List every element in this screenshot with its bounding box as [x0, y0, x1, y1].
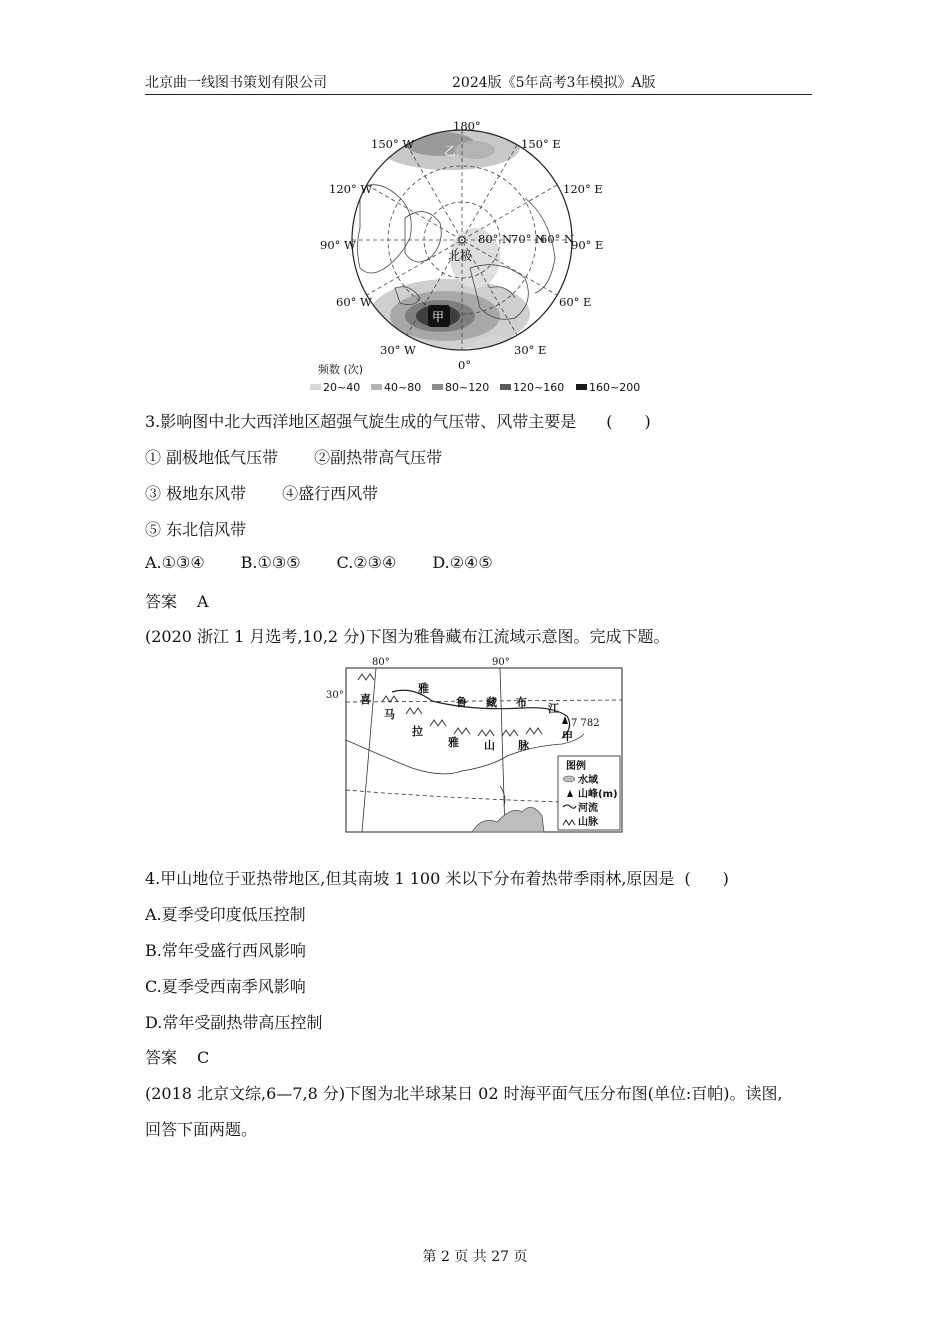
svg-text:70° N: 70° N — [511, 232, 546, 246]
svg-text:60° W: 60° W — [336, 295, 372, 309]
svg-text:30° E: 30° E — [514, 343, 547, 357]
svg-text:30°: 30° — [326, 690, 344, 701]
svg-text:图例: 图例 — [566, 761, 586, 772]
svg-text:90° W: 90° W — [320, 238, 356, 252]
page-header — [145, 72, 812, 95]
svg-text:山脉: 山脉 — [578, 817, 598, 828]
q3-options-row3: ⑤ 东北信风带 — [145, 520, 247, 539]
svg-text:河流: 河流 — [578, 803, 598, 814]
himalaya-char: 雅 — [448, 736, 459, 749]
q3-choices: A.①③④ B.①③⑤ C.②③④ D.②④⑤ — [145, 553, 493, 572]
svg-text:水域: 水域 — [578, 775, 598, 786]
q4-stem: 4.甲山地位于亚热带地区,但其南坡 1 100 米以下分布着热带季雨林,原因是 ( ) — [145, 869, 729, 888]
publisher: 北京曲一线图书策划有限公司 — [145, 75, 327, 91]
book-title: 2024版《5年高考3年模拟》A版 — [452, 75, 656, 91]
svg-text:0°: 0° — [458, 358, 472, 372]
q3-stem: 3.影响图中北大西洋地区超强气旋生成的气压带、风带主要是 ( ) — [145, 412, 651, 431]
river-char: 雅 — [418, 682, 429, 695]
svg-text:7 782: 7 782 — [571, 718, 600, 729]
svg-text:120° W: 120° W — [329, 182, 373, 196]
q4-option-a: A.夏季受印度低压控制 — [145, 905, 306, 924]
polar-cyclone-map — [300, 118, 650, 400]
svg-text:60° E: 60° E — [559, 295, 592, 309]
river-char: 布 — [516, 696, 527, 709]
q4-option-c: C.夏季受西南季风影响 — [145, 977, 306, 996]
intro-next-a: (2018 北京文综,6—7,8 分)下图为北半球某日 02 时海平面气压分布图(单位:百帕)。读图, — [145, 1084, 783, 1103]
river-char: 江 — [548, 702, 559, 715]
himalaya-char: 喜 — [360, 693, 371, 706]
q3-options-row2: ③ 极地东风带 ④盛行西风带 — [145, 484, 379, 503]
legend-title: 频数 (次) — [318, 363, 364, 376]
svg-text:90° E: 90° E — [571, 238, 604, 252]
himalaya-char: 脉 — [518, 739, 529, 752]
svg-text:80° N: 80° N — [478, 232, 513, 246]
svg-text:150° E: 150° E — [521, 137, 561, 151]
legend-item: 40~80 — [384, 381, 422, 394]
q4-answer: 答案 C — [145, 1048, 210, 1067]
jia-label: 甲 — [562, 730, 573, 743]
q3-answer: 答案 A — [145, 592, 209, 611]
himalaya-char: 拉 — [412, 725, 423, 738]
intro-q4: (2020 浙江 1 月选考,10,2 分)下图为雅鲁藏布江流域示意图。完成下题。 — [145, 627, 670, 646]
q4-option-d: D.常年受副热带高压控制 — [145, 1013, 323, 1032]
himalaya-char: 马 — [384, 708, 395, 721]
svg-text:120° E: 120° E — [563, 182, 603, 196]
river-char: 藏 — [486, 696, 497, 709]
svg-text:180°: 180° — [453, 119, 481, 133]
himalaya-char: 山 — [484, 739, 495, 752]
q3-options-row1: ① 副极地低气压带 ②副热带高气压带 — [145, 448, 443, 467]
river-char: 鲁 — [456, 696, 467, 709]
intro-next-b: 回答下面两题。 — [145, 1120, 258, 1139]
svg-text:90°: 90° — [492, 657, 510, 668]
pole-label: 北极 — [448, 249, 473, 263]
svg-text:150° W: 150° W — [371, 137, 415, 151]
svg-text:60° N: 60° N — [540, 232, 575, 246]
jia-label: 甲 — [432, 310, 445, 324]
legend-item: 120~160 — [513, 381, 565, 394]
svg-text:30° W: 30° W — [380, 343, 416, 357]
legend-item: 160~200 — [589, 381, 641, 394]
svg-text:山峰(m): 山峰(m) — [578, 789, 618, 800]
q4-option-b: B.常年受盛行西风影响 — [145, 941, 306, 960]
page-number: 第 2 页 共 27 页 — [422, 1249, 528, 1265]
svg-text:80°: 80° — [372, 657, 390, 668]
legend-item: 20~40 — [323, 381, 361, 394]
legend-item: 80~120 — [445, 381, 490, 394]
yarlung-map — [322, 656, 624, 836]
yi-label: 乙 — [444, 144, 457, 158]
